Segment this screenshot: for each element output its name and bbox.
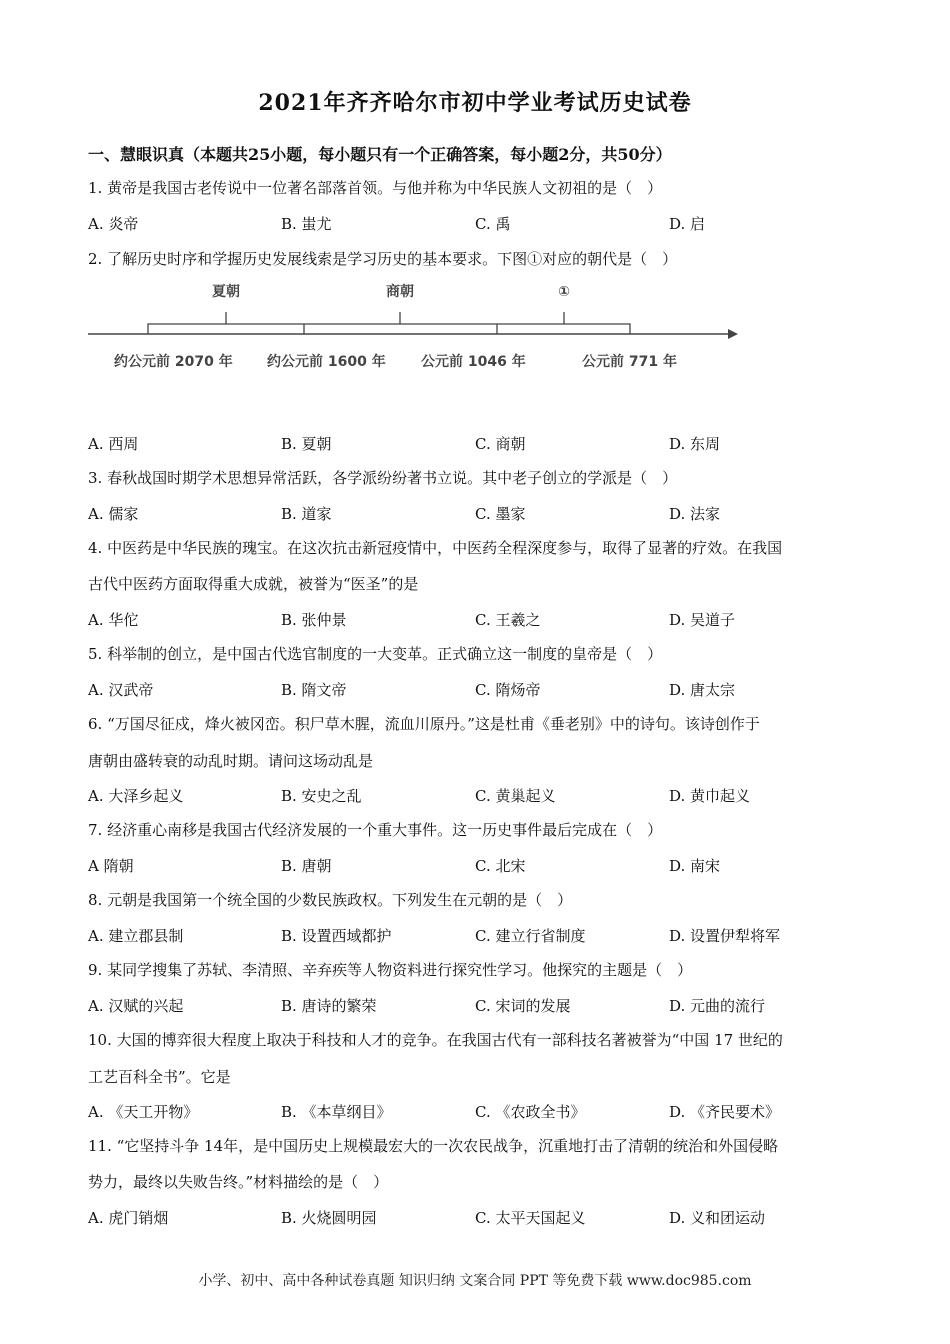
question-1-option-c: C. 禹 bbox=[475, 215, 511, 233]
question-6-stem-line-2: 唐朝由盛转衰的动乱时期。请问这场动乱是 bbox=[88, 752, 374, 770]
question-7-option-d: D. 南宋 bbox=[669, 857, 721, 875]
question-10-option-b: B. 《本草纲目》 bbox=[281, 1103, 392, 1121]
question-9-stem: 9. 某同学搜集了苏轼、李清照、辛弃疾等人物资料进行探究性学习。他探究的主题是（ ） bbox=[88, 961, 693, 979]
timeline-arrowhead bbox=[728, 329, 738, 339]
question-11-option-c: C. 太平天国起义 bbox=[475, 1209, 586, 1227]
question-7-stem: 7. 经济重心南移是我国古代经济发展的一个重大事件。这一历史事件最后完成在（ ） bbox=[88, 821, 663, 839]
question-5-stem: 5. 科举制的创立，是中国古代选官制度的一大变革。正式确立这一制度的皇帝是（ ） bbox=[88, 645, 663, 663]
question-9-option-d: D. 元曲的流行 bbox=[669, 997, 766, 1015]
timeline-dynasty-shang: 商朝 bbox=[386, 284, 414, 300]
question-11-option-d: D. 义和团运动 bbox=[669, 1209, 766, 1227]
question-3-option-c: C. 墨家 bbox=[475, 505, 526, 523]
question-2-option-c: C. 商朝 bbox=[475, 435, 526, 453]
question-7-option-b: B. 唐朝 bbox=[281, 857, 332, 875]
question-3-stem: 3. 春秋战国时期学术思想异常活跃，各学派纷纷著书立说。其中老子创立的学派是（ ） bbox=[88, 469, 678, 487]
question-2-option-a: A. 西周 bbox=[88, 435, 139, 453]
question-4-stem-line-1: 4. 中医药是中华民族的瑰宝。在这次抗击新冠疫情中，中医药全程深度参与，取得了显著的疗效。在我国 bbox=[88, 539, 783, 557]
timeline-date-3: 公元前 1046 年 bbox=[421, 354, 526, 370]
timeline-date-1: 约公元前 2070 年 bbox=[114, 354, 233, 370]
question-9-option-a: A. 汉赋的兴起 bbox=[88, 997, 184, 1015]
question-11-option-a: A. 虎门销烟 bbox=[88, 1209, 169, 1227]
question-6-option-a: A. 大泽乡起义 bbox=[88, 787, 184, 805]
question-1-option-a: A. 炎帝 bbox=[88, 215, 139, 233]
question-8-option-a: A. 建立郡县制 bbox=[88, 927, 184, 945]
question-8-option-c: C. 建立行省制度 bbox=[475, 927, 586, 945]
question-3-option-b: B. 道家 bbox=[281, 505, 332, 523]
question-10-option-c: C. 《农政全书》 bbox=[475, 1103, 586, 1121]
question-6-option-b: B. 安史之乱 bbox=[281, 787, 362, 805]
question-4-option-c: C. 王羲之 bbox=[475, 611, 541, 629]
question-10-stem-line-2: 工艺百科全书”。它是 bbox=[88, 1068, 231, 1086]
page-footer[interactable]: 小学、初中、高中各种试卷真题 知识归纳 文案合同 PPT 等免费下载 www.doc985.com bbox=[198, 1273, 752, 1289]
question-10-option-d: D. 《齐民要术》 bbox=[669, 1103, 781, 1121]
question-2-stem: 2. 了解历史时序和学握历史发展线索是学习历史的基本要求。下图①对应的朝代是（ ） bbox=[88, 250, 678, 268]
question-5-option-a: A. 汉武帝 bbox=[88, 681, 154, 699]
question-6-option-d: D. 黄巾起义 bbox=[669, 787, 751, 805]
section-heading: 一、慧眼识真（本题共25小题，每小题只有一个正确答案，每小题2分，共50分） bbox=[88, 145, 672, 164]
question-1-stem: 1. 黄帝是我国古老传说中一位著名部落首领。与他并称为中华民族人文初祖的是（ ） bbox=[88, 179, 663, 197]
question-7-option-c: C. 北宋 bbox=[475, 857, 526, 875]
question-4-option-d: D. 吴道子 bbox=[669, 611, 736, 629]
page-title: 2021年齐齐哈尔市初中学业考试历史试卷 bbox=[258, 90, 692, 116]
timeline-date-2: 约公元前 1600 年 bbox=[267, 354, 386, 370]
question-11-option-b: B. 火烧圆明园 bbox=[281, 1209, 377, 1227]
question-4-stem-line-2: 古代中医药方面取得重大成就，被誉为“医圣”的是 bbox=[88, 575, 419, 593]
question-1-option-b: B. 蚩尤 bbox=[281, 215, 332, 233]
question-10-option-a: A. 《天工开物》 bbox=[88, 1103, 199, 1121]
question-2-option-d: D. 东周 bbox=[669, 435, 721, 453]
question-11-stem-line-2: 势力，最终以失败告终。”材料描绘的是（ ） bbox=[88, 1173, 389, 1191]
question-4-option-b: B. 张仲景 bbox=[281, 611, 347, 629]
question-11-stem-line-1: 11. “它坚持斗争 14年，是中国历史上规模最宏大的一次农民战争，沉重地打击了清朝的统治和外国侵略 bbox=[88, 1137, 779, 1155]
question-6-stem-line-1: 6. “万国尽征戍，烽火被冈峦。积尸草木腥，流血川原丹。”这是杜甫《垂老别》中的诗句。该诗创作于 bbox=[88, 715, 760, 733]
timeline-dynasty-unknown: ① bbox=[558, 284, 570, 300]
question-8-stem: 8. 元朝是我国第一个统全国的少数民族政权。下列发生在元朝的是（ ） bbox=[88, 891, 573, 909]
question-5-option-c: C. 隋炀帝 bbox=[475, 681, 541, 699]
timeline-brackets bbox=[148, 324, 630, 334]
question-6-option-c: C. 黄巢起义 bbox=[475, 787, 556, 805]
question-4-option-a: A. 华佗 bbox=[88, 611, 139, 629]
question-3-option-d: D. 法家 bbox=[669, 505, 721, 523]
question-8-option-d: D. 设置伊犁将军 bbox=[669, 927, 781, 945]
question-1-option-d: D. 启 bbox=[669, 215, 706, 233]
question-9-option-b: B. 唐诗的繁荣 bbox=[281, 997, 377, 1015]
question-5-option-b: B. 隋文帝 bbox=[281, 681, 347, 699]
question-2-option-b: B. 夏朝 bbox=[281, 435, 332, 453]
question-10-stem-line-1: 10. 大国的博弈很大程度上取决于科技和人才的竞争。在我国古代有一部科技名著被誉为“中国 17 世纪的 bbox=[88, 1031, 783, 1049]
question-8-option-b: B. 设置西域都护 bbox=[281, 927, 392, 945]
timeline-figure bbox=[80, 275, 750, 385]
question-9-option-c: C. 宋词的发展 bbox=[475, 997, 571, 1015]
question-3-option-a: A. 儒家 bbox=[88, 505, 139, 523]
timeline-dynasty-xia: 夏朝 bbox=[212, 284, 240, 300]
question-7-option-a: A 隋朝 bbox=[88, 857, 134, 875]
question-5-option-d: D. 唐太宗 bbox=[669, 681, 736, 699]
timeline-date-4: 公元前 771 年 bbox=[582, 354, 677, 370]
